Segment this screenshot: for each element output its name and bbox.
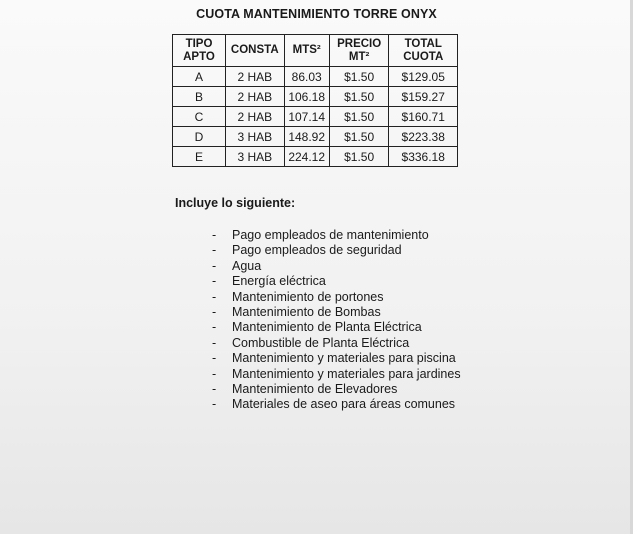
list-item-text: Combustible de Planta Eléctrica bbox=[232, 335, 410, 350]
bullet-dash: - bbox=[212, 320, 217, 335]
bullet-dash: - bbox=[212, 289, 217, 304]
list-item bbox=[212, 259, 461, 274]
bullet-dash: - bbox=[212, 243, 217, 258]
cell-consta: 2 HAB bbox=[226, 87, 285, 107]
list-item bbox=[212, 243, 461, 258]
cell-consta: 3 HAB bbox=[226, 127, 285, 147]
table-row bbox=[173, 127, 458, 147]
bullet-dash: - bbox=[212, 228, 217, 242]
list-item bbox=[212, 274, 461, 289]
cell-consta: 3 HAB bbox=[226, 147, 285, 167]
list-item-text: Mantenimiento de portones bbox=[232, 289, 384, 304]
header-precio bbox=[329, 35, 389, 67]
cell-precio: $1.50 bbox=[329, 127, 389, 147]
list-item bbox=[212, 351, 461, 366]
cell-precio: $1.50 bbox=[329, 107, 389, 127]
list-item bbox=[212, 367, 461, 382]
cell-total: $336.18 bbox=[389, 147, 458, 167]
list-item-text: Mantenimiento de Bombas bbox=[232, 305, 381, 320]
header-tipo-line1: TIPO bbox=[185, 37, 213, 50]
cell-mts: 107.14 bbox=[284, 107, 329, 127]
cell-total: $160.71 bbox=[389, 107, 458, 127]
list-item-text: Mantenimiento de Elevadores bbox=[232, 382, 398, 397]
list-item-text: Agua bbox=[232, 258, 262, 273]
header-tipo-apto bbox=[173, 35, 226, 67]
list-item bbox=[212, 228, 461, 243]
table-header-row bbox=[173, 35, 458, 67]
table-row bbox=[173, 147, 458, 167]
includes-list bbox=[212, 228, 461, 413]
cell-consta: 2 HAB bbox=[226, 67, 285, 87]
includes-heading: Incluye lo siguiente: bbox=[175, 196, 296, 210]
bullet-dash: - bbox=[212, 305, 217, 320]
table-row bbox=[173, 67, 458, 87]
cell-precio: $1.50 bbox=[329, 147, 389, 167]
header-precio-line1: PRECIO bbox=[337, 37, 382, 50]
list-item-text: Pago empleados de seguridad bbox=[232, 243, 402, 258]
header-mts: MTS² bbox=[284, 35, 329, 67]
cell-mts: 148.92 bbox=[284, 127, 329, 147]
bullet-dash: - bbox=[212, 274, 217, 289]
cell-consta: 2 HAB bbox=[226, 107, 285, 127]
cell-tipo: B bbox=[173, 87, 226, 107]
header-tipo-line2: APTO bbox=[183, 50, 215, 63]
cell-precio: $1.50 bbox=[329, 87, 389, 107]
cell-tipo: A bbox=[173, 67, 226, 87]
bullet-dash: - bbox=[212, 366, 217, 381]
cell-mts: 86.03 bbox=[284, 67, 329, 87]
cell-total: $223.38 bbox=[389, 127, 458, 147]
cell-tipo: D bbox=[173, 127, 226, 147]
list-item bbox=[212, 382, 461, 397]
document-title: CUOTA MANTENIMIENTO TORRE ONYX bbox=[196, 7, 437, 21]
list-item-text: Energía eléctrica bbox=[232, 274, 326, 289]
list-item bbox=[212, 397, 461, 412]
header-consta: CONSTA bbox=[226, 35, 285, 67]
header-total-line1: TOTAL bbox=[404, 37, 442, 50]
list-item bbox=[212, 336, 461, 351]
bullet-dash: - bbox=[212, 397, 217, 412]
list-item-text: Mantenimiento y materiales para piscina bbox=[232, 351, 456, 366]
cell-mts: 106.18 bbox=[284, 87, 329, 107]
table-row bbox=[173, 107, 458, 127]
header-precio-line2: MT² bbox=[348, 50, 370, 63]
bullet-dash: - bbox=[212, 382, 217, 397]
list-item-text: Mantenimiento y materiales para jardines bbox=[232, 366, 461, 381]
cell-mts: 224.12 bbox=[284, 147, 329, 167]
cell-tipo: E bbox=[173, 147, 226, 167]
list-item bbox=[212, 290, 461, 305]
list-item-text: Materiales de aseo para áreas comunes bbox=[232, 397, 456, 412]
cell-total: $129.05 bbox=[389, 67, 458, 87]
bullet-dash: - bbox=[212, 258, 217, 273]
bullet-dash: - bbox=[212, 335, 217, 350]
cell-total: $159.27 bbox=[389, 87, 458, 107]
cell-tipo: C bbox=[173, 107, 226, 127]
list-item bbox=[212, 305, 461, 320]
list-item-text: Pago empleados de mantenimiento bbox=[232, 228, 429, 242]
fees-table bbox=[172, 34, 458, 167]
header-total-line2: CUOTA bbox=[403, 50, 444, 63]
list-item bbox=[212, 320, 461, 335]
header-total bbox=[389, 35, 458, 67]
cell-precio: $1.50 bbox=[329, 67, 389, 87]
table-row bbox=[173, 87, 458, 107]
bullet-dash: - bbox=[212, 351, 217, 366]
list-item-text: Mantenimiento de Planta Eléctrica bbox=[232, 320, 422, 335]
